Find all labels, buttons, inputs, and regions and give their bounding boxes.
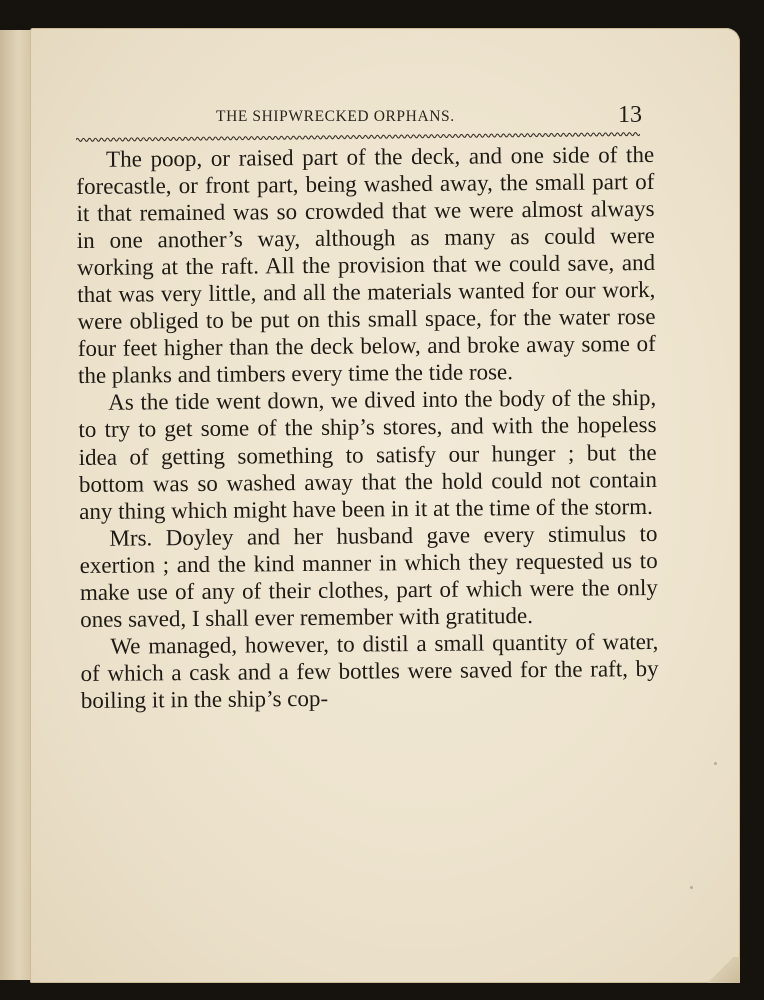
paper-speck [714, 762, 717, 765]
worn-page-corner [706, 957, 740, 983]
body-text [76, 141, 659, 714]
paragraph: Mrs. Doyley and her husband gave every stimulus to exertion ; and the kind manner in which they requested us to make use of any of their clothes, part of which were the only ones saved, I shall ever remember with gratitude. [79, 520, 658, 632]
page-number: 13 [618, 102, 642, 128]
paragraph: We managed, however, to distil a small quantity of water, of which a cask and a few bottles were saved for the raft, by boiling it in the ship’s cop- [80, 628, 659, 713]
paragraph: The poop, or raised part of the deck, and one side of the forecastle, or front part, being washed away, the small part of it that remained was so crowded that we were almost always in one another’s way, although as many as could were working at the raft. All the provision that we could save, and that was very little, and all the materials wanted for our work, were obliged to be put on this small space, for the water rose four feet higher than the deck below, and broke away some of the planks and timbers every time the tide rose. [76, 141, 656, 389]
running-title: THE SHIPWRECKED ORPHANS. [216, 108, 455, 125]
page-leaf [30, 28, 740, 983]
paper-speck [690, 886, 693, 889]
paragraph: As the tide went down, we dived into the body of the ship, to try to get some of the ship’s stores, and with the hopeless idea of getting something to satisfy our hunger ; but the bottom was so washed away that the hold could not contain any thing which might have been in it at the time of the storm. [78, 385, 658, 524]
